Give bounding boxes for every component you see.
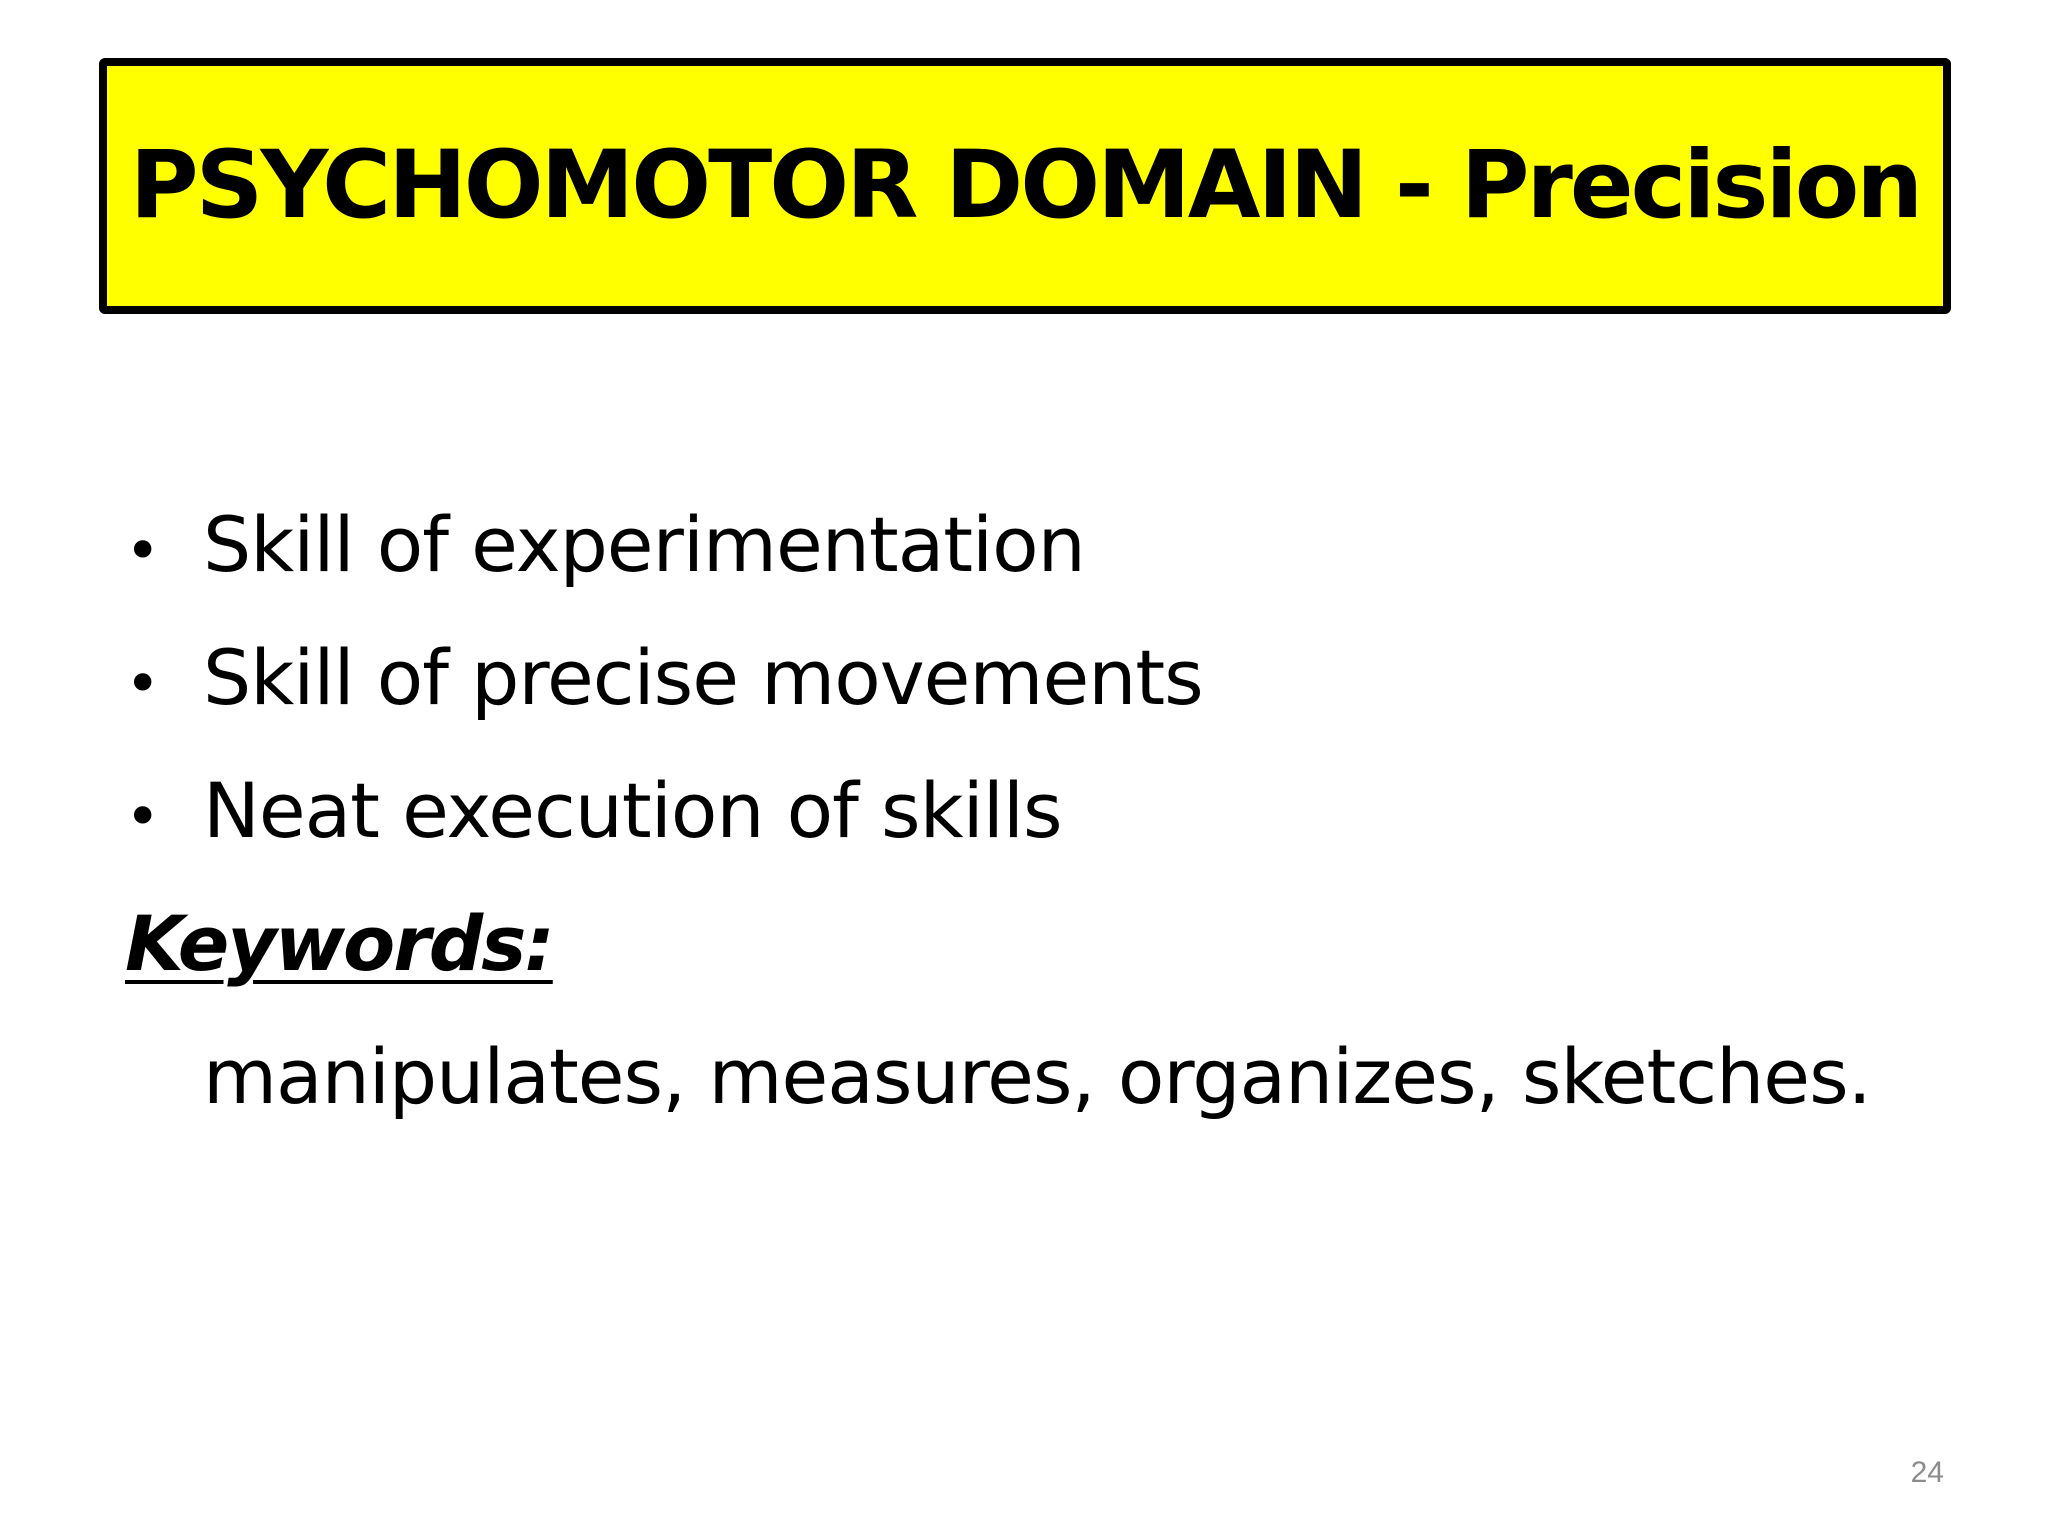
page-number: 24 [1910,1456,1944,1489]
bullet-icon: • [125,649,160,719]
bullet-text: Neat execution of skills [203,766,1062,855]
bullet-list [125,500,1925,899]
bullet-item [125,500,1925,633]
slide-content [125,500,1925,1165]
slide-title-box [99,58,1951,314]
keywords-text: manipulates, measures, organizes, sketches. [203,1032,1871,1121]
bullet-text: Skill of precise movements [203,633,1203,722]
bullet-icon: • [125,782,160,852]
bullet-text: Skill of experimentation [203,500,1085,589]
slide-title: PSYCHOMOTOR DOMAIN - Precision [129,131,1921,240]
bullet-item [125,766,1925,899]
keywords-label: Keywords: [125,899,553,988]
bullet-icon: • [125,516,160,586]
keywords-heading [125,899,1925,1032]
bullet-item [125,633,1925,766]
